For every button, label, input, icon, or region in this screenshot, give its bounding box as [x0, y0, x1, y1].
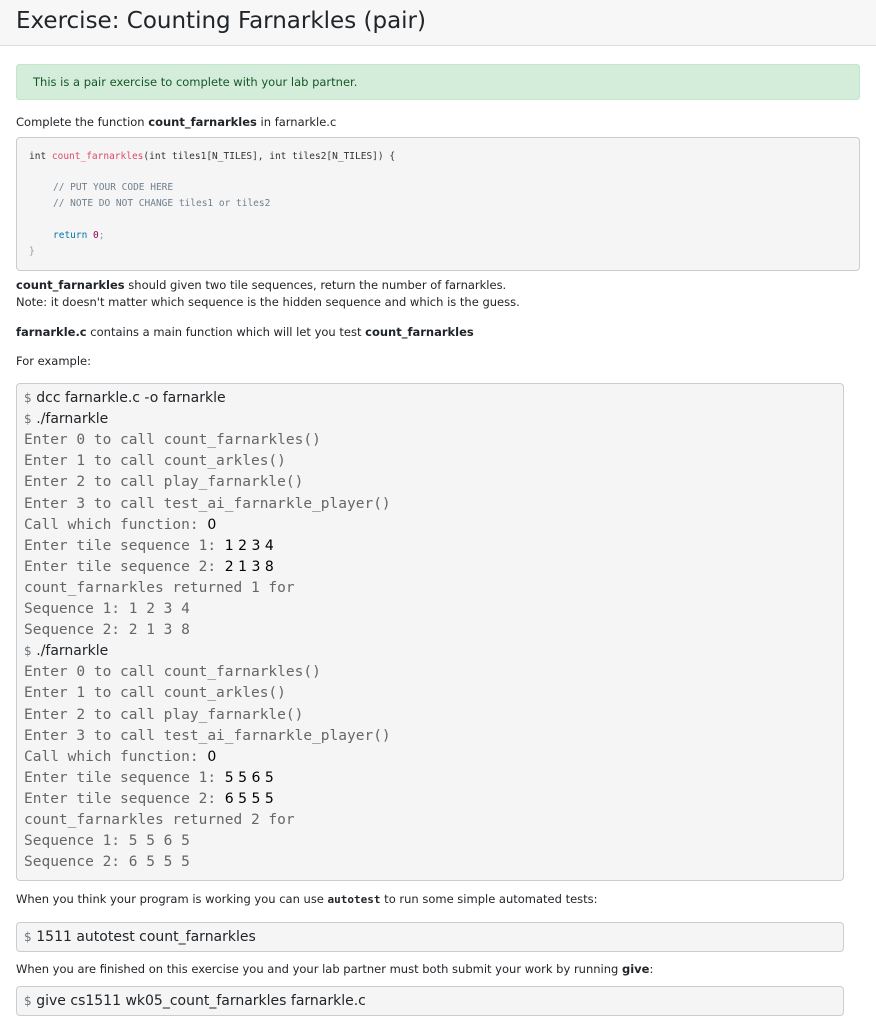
terminal-user-input: 2 1 3 8 [224, 558, 274, 575]
shell-prompt: $ [24, 930, 32, 944]
description-rest: should given two tile sequences, return the number of farnarkles. [124, 278, 507, 292]
give-tool-name: give [621, 962, 650, 976]
terminal-output-line: Sequence 1: 1 2 3 4 [24, 601, 190, 617]
intro-paragraph [16, 114, 336, 131]
terminal-output-line: Sequence 1: 5 5 6 5 [24, 833, 190, 850]
terminal-user-input: 0 [207, 748, 217, 765]
code-sig-type: int [29, 151, 52, 162]
terminal-output-line: count_farnarkles returned 2 for [24, 812, 295, 828]
autotest-note [16, 891, 598, 908]
terminal-output-line: Sequence 2: 6 5 5 5 [24, 854, 190, 871]
description-line-1 [16, 277, 506, 294]
for-example-label: For example: [16, 354, 91, 368]
terminal-command: dcc farnarkle.c -o farnarkle [36, 390, 226, 406]
shell-prompt: $ [24, 644, 32, 659]
terminal-output-line: Enter 1 to call count_arkles() [24, 685, 286, 702]
description-line-2: Note: it doesn't matter which sequence is the hidden sequence and which is the guess. [16, 295, 520, 309]
code-return [53, 230, 105, 241]
code-closing-brace: } [29, 246, 35, 257]
terminal-io-line [24, 536, 274, 557]
terminal-command-line [24, 641, 108, 662]
code-comment-1: // PUT YOUR CODE HERE [53, 182, 174, 193]
terminal-output: Enter tile sequence 1: [24, 537, 225, 554]
terminal-output-line: Enter 2 to call play_farnarkle() [24, 474, 304, 491]
example-terminal [16, 383, 844, 881]
shell-prompt: $ [24, 994, 32, 1008]
autotest-note-suffix: to run some simple automated tests: [380, 892, 598, 906]
autotest-command: 1511 autotest count_farnarkles [36, 929, 256, 945]
give-command-line [24, 991, 366, 1012]
main-note-file: farnarkle.c [16, 325, 87, 339]
main-note-function: count_farnarkles [365, 325, 474, 339]
code-return-keyword: return [53, 230, 94, 241]
main-note-middle: contains a main function which will let you test [86, 325, 366, 339]
terminal-output: Enter tile sequence 1: [24, 769, 225, 786]
shell-prompt: $ [24, 412, 32, 427]
terminal-user-input: 5 5 6 5 [224, 769, 274, 786]
terminal-output-line: Enter 3 to call test_ai_farnarkle_player() [24, 495, 391, 512]
terminal-user-input: 0 [207, 516, 217, 533]
terminal-output-line: Enter 0 to call count_farnarkles() [24, 432, 321, 449]
main-note [16, 324, 474, 341]
description-function-name: count_farnarkles [16, 278, 125, 292]
autotest-note-prefix: When you think your program is working you can use [16, 892, 328, 906]
terminal-command: ./farnarkle [36, 411, 109, 428]
terminal-output-line: Sequence 2: 2 1 3 8 [24, 622, 190, 639]
autotest-tool-name: autotest [327, 893, 381, 906]
give-note [16, 961, 653, 978]
autotest-command-line [24, 927, 256, 948]
alert-text: This is a pair exercise to complete with your lab partner. [33, 75, 358, 89]
terminal-output-line: Enter 3 to call test_ai_farnarkle_player() [24, 727, 391, 744]
intro-middle: in [256, 115, 275, 129]
terminal-output: Call which function: [24, 516, 208, 533]
terminal-output: Enter tile sequence 2: [24, 558, 225, 575]
starter-code-block [16, 137, 860, 271]
terminal-command-line [24, 409, 108, 430]
terminal-output-line: Enter 0 to call count_farnarkles() [24, 664, 321, 681]
terminal-io-line [24, 789, 274, 810]
terminal-user-input: 1 2 3 4 [224, 537, 274, 554]
give-command: give cs1511 wk05_count_farnarkles farnarkle.c [36, 993, 366, 1009]
page-title: Exercise: Counting Farnarkles (pair) [16, 8, 426, 34]
terminal-output: Call which function: [24, 748, 208, 765]
autotest-command-block [16, 922, 844, 952]
terminal-command-line [24, 388, 226, 409]
terminal-io-line [24, 768, 274, 789]
terminal-io-line [24, 557, 274, 578]
shell-prompt: $ [24, 391, 32, 405]
terminal-io-line [24, 747, 216, 768]
terminal-command: ./farnarkle [36, 643, 109, 660]
code-comment-2: // NOTE DO NOT CHANGE tiles1 or tiles2 [53, 198, 271, 209]
terminal-output: Enter tile sequence 2: [24, 790, 225, 807]
pair-exercise-alert [16, 64, 860, 100]
title-bar [0, 0, 876, 46]
code-return-value: 0 [93, 230, 99, 241]
terminal-output-line: count_farnarkles returned 1 for [24, 579, 295, 596]
code-sig-name: count_farnarkles [51, 151, 144, 162]
give-note-prefix: When you are finished on this exercise you and your lab partner must both submit your work by running [16, 962, 622, 976]
terminal-user-input: 6 5 5 5 [224, 790, 274, 807]
give-command-block [16, 986, 844, 1016]
give-note-suffix: : [649, 962, 654, 976]
code-return-end: ; [98, 230, 105, 241]
intro-file: farnarkle.c [274, 115, 337, 129]
intro-prefix: Complete the function [16, 115, 149, 129]
terminal-io-line [24, 515, 216, 536]
code-sig-params: (int tiles1[N_TILES], int tiles2[N_TILES]) { [143, 151, 396, 162]
terminal-output-line: Enter 2 to call play_farnarkle() [24, 706, 304, 723]
terminal-output-line: Enter 1 to call count_arkles() [24, 453, 286, 470]
code-signature [29, 151, 395, 162]
intro-function-name: count_farnarkles [148, 115, 257, 129]
